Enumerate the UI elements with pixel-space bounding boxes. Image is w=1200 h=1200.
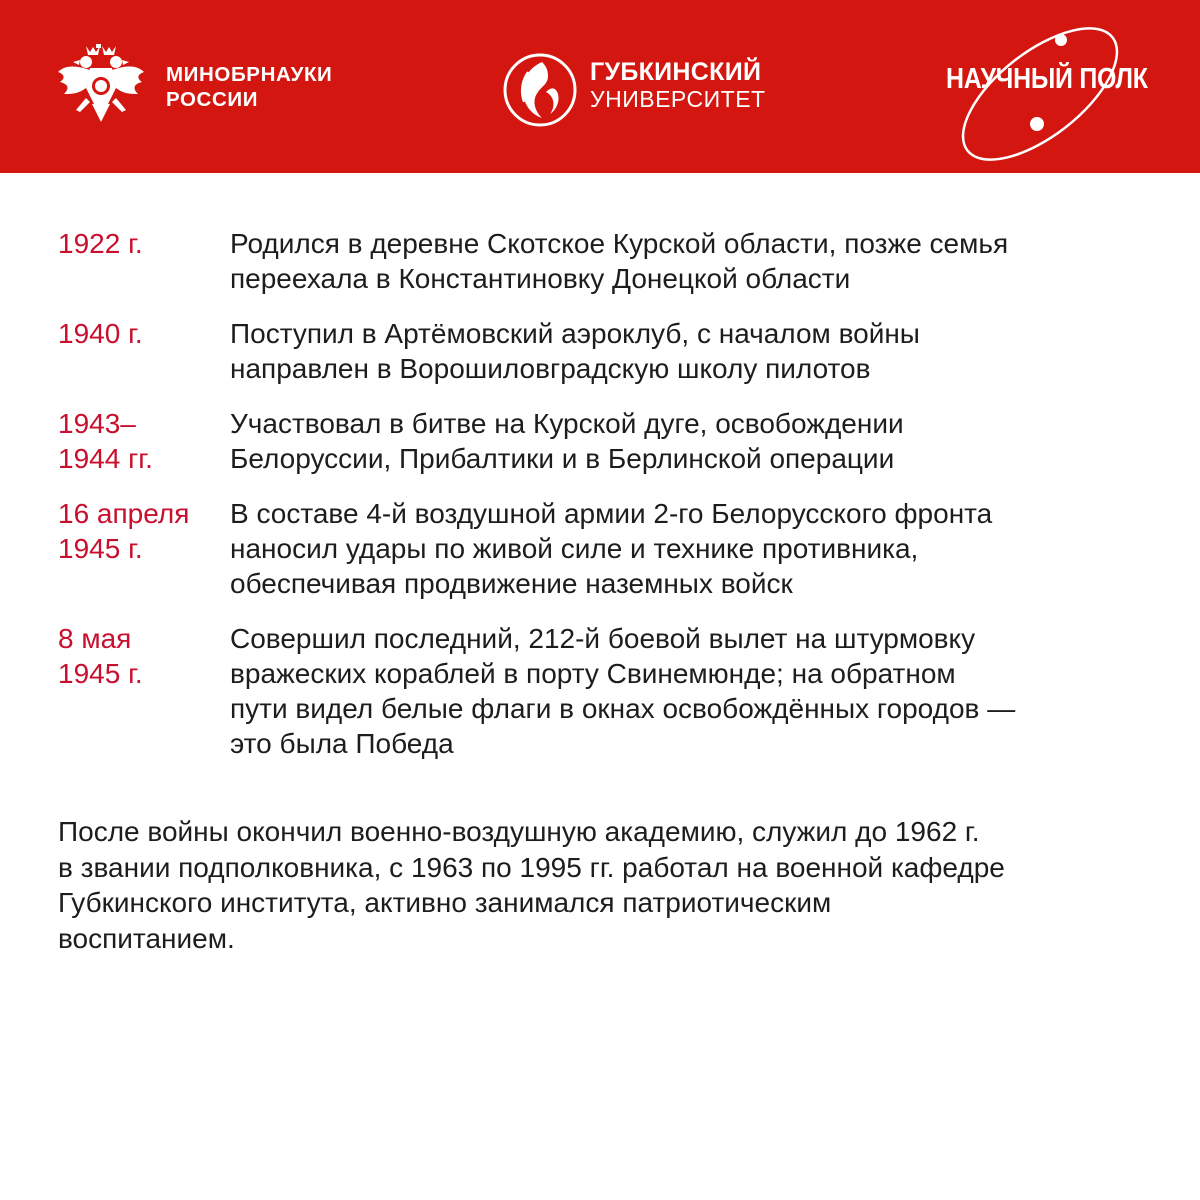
timeline-date: 1922 г. <box>58 228 143 259</box>
timeline-text: Поступил в Артёмовский аэроклуб, с началом войны направлен в Ворошиловградскую школу пилотов <box>230 318 920 384</box>
timeline-text: Совершил последний, 212-й боевой вылет на штурмовку вражеских кораблей в порту Свинемюнде; на обратном пути видел белые флаги в окнах освобождённых городов — это была Победа <box>230 623 1016 759</box>
timeline-date: 1943– 1944 гг. <box>58 408 153 474</box>
afterword-paragraph: После войны окончил военно-воздушную академию, служил до 1962 г. в звании подполковника, с 1963 по 1995 гг. работал на военной кафедре Губкинского института, активно занимался патриотическим воспитанием. <box>58 816 1005 954</box>
timeline-date: 8 мая 1945 г. <box>58 623 143 689</box>
project-name: НАУЧНЫЙ ПОЛК <box>946 63 1148 95</box>
university-subtitle: УНИВЕРСИТЕТ <box>590 86 766 112</box>
double-headed-eagle-icon <box>56 44 146 126</box>
timeline-text: В составе 4-й воздушной армии 2-го Белорусского фронта наносил удары по живой силе и технике противника, обеспечивая продвижение наземных войск <box>230 498 993 599</box>
header-banner <box>0 0 1200 173</box>
timeline-date: 1940 г. <box>58 318 143 349</box>
ministry-logo-text <box>166 62 332 112</box>
university-name: ГУБКИНСКИЙ <box>590 58 762 86</box>
timeline-date: 16 апреля 1945 г. <box>58 498 190 564</box>
flame-emblem-icon <box>502 52 578 128</box>
ministry-line-1: МИНОБРНАУКИ <box>166 63 333 86</box>
timeline-text: Родился в деревне Скотское Курской области, позже семья переехала в Константиновку Донецкой области <box>230 228 1009 294</box>
timeline-text: Участвовал в битве на Курской дуге, освобождении Белоруссии, Прибалтики и в Берлинской операции <box>230 408 904 474</box>
ministry-line-2: РОССИИ <box>166 88 259 111</box>
